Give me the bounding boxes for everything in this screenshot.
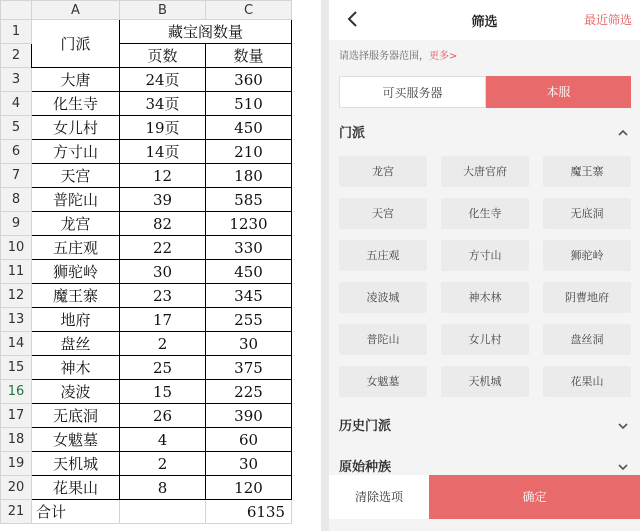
header-cell-pages[interactable]: 页数 <box>120 44 206 68</box>
quantity-cell[interactable]: 210 <box>206 140 292 164</box>
table-row <box>1 260 292 284</box>
table-row <box>1 212 292 236</box>
sect-option-chip[interactable]: 化生寺 <box>441 198 529 229</box>
section-history-header[interactable] <box>339 415 630 441</box>
chevron-up-icon <box>616 126 630 140</box>
pages-cell[interactable]: 23 <box>120 284 206 308</box>
quantity-cell[interactable]: 60 <box>206 428 292 452</box>
row-number[interactable]: 2 <box>1 44 32 68</box>
section-sect-label: 门派 <box>339 126 366 141</box>
sect-cell[interactable]: 天宫 <box>32 164 120 188</box>
table-row <box>1 92 292 116</box>
hint-text: 请选择服务器范围， <box>339 51 429 62</box>
row-number[interactable]: 19 <box>1 452 32 476</box>
quantity-cell[interactable]: 390 <box>206 404 292 428</box>
table-row <box>1 308 292 332</box>
header-cell-count-group[interactable]: 藏宝阁数量 <box>120 20 292 44</box>
pages-cell[interactable]: 8 <box>120 476 206 500</box>
quantity-cell[interactable]: 225 <box>206 380 292 404</box>
sect-option-chip[interactable]: 魔王寨 <box>543 156 631 187</box>
quantity-cell[interactable]: 345 <box>206 284 292 308</box>
table-row <box>1 428 292 452</box>
pages-cell[interactable]: 19页 <box>120 116 206 140</box>
table-row <box>1 404 292 428</box>
quantity-cell[interactable]: 30 <box>206 332 292 356</box>
sect-cell[interactable]: 无底洞 <box>32 404 120 428</box>
table-row <box>1 236 292 260</box>
row-number[interactable]: 18 <box>1 428 32 452</box>
row-number[interactable]: 1 <box>1 20 32 44</box>
pages-cell[interactable]: 14页 <box>120 140 206 164</box>
quantity-cell[interactable]: 330 <box>206 236 292 260</box>
column-header[interactable]: B <box>120 1 206 20</box>
column-header[interactable]: A <box>32 1 120 20</box>
sect-cell[interactable]: 盘丝 <box>32 332 120 356</box>
sect-option-chip[interactable]: 女魃墓 <box>339 366 427 397</box>
total-sum-cell[interactable]: 6135 <box>206 500 292 524</box>
row-number[interactable]: 4 <box>1 92 32 116</box>
quantity-cell[interactable]: 375 <box>206 356 292 380</box>
section-sect-header[interactable] <box>339 122 630 148</box>
server-toggle <box>339 76 631 108</box>
quantity-cell[interactable]: 180 <box>206 164 292 188</box>
pages-cell[interactable]: 17 <box>120 308 206 332</box>
sect-cell[interactable]: 方寸山 <box>32 140 120 164</box>
sect-cell[interactable]: 地府 <box>32 308 120 332</box>
quantity-cell[interactable]: 510 <box>206 92 292 116</box>
table-row <box>1 452 292 476</box>
sect-option-chip[interactable]: 五庄观 <box>339 240 427 271</box>
table-row <box>1 356 292 380</box>
sect-cell[interactable]: 普陀山 <box>32 188 120 212</box>
pages-cell[interactable]: 82 <box>120 212 206 236</box>
confirm-button[interactable]: 确定 <box>429 475 640 519</box>
sect-cell[interactable]: 女魃墓 <box>32 428 120 452</box>
table-row <box>1 188 292 212</box>
table-row <box>1 20 292 44</box>
sect-cell[interactable]: 凌波 <box>32 380 120 404</box>
sect-cell[interactable]: 化生寺 <box>32 92 120 116</box>
sect-cell[interactable]: 花果山 <box>32 476 120 500</box>
sect-option-chip[interactable]: 女儿村 <box>441 324 529 355</box>
quantity-cell[interactable]: 360 <box>206 68 292 92</box>
table-row <box>1 380 292 404</box>
sect-cell[interactable]: 神木 <box>32 356 120 380</box>
row-number[interactable]: 17 <box>1 404 32 428</box>
row-number[interactable]: 11 <box>1 260 32 284</box>
sect-cell[interactable]: 五庄观 <box>32 236 120 260</box>
pages-cell[interactable]: 34页 <box>120 92 206 116</box>
section-race-label: 原始种族 <box>339 460 392 475</box>
pages-cell[interactable]: 39 <box>120 188 206 212</box>
filter-panel <box>321 0 640 531</box>
this-server-option[interactable]: 本服 <box>486 76 631 108</box>
row-number[interactable]: 7 <box>1 164 32 188</box>
row-number[interactable]: 12 <box>1 284 32 308</box>
pages-cell[interactable]: 2 <box>120 332 206 356</box>
clear-options-button[interactable]: 清除选项 <box>329 475 429 519</box>
server-range-hint <box>329 40 640 74</box>
table-row <box>1 476 292 500</box>
sect-cell[interactable]: 女儿村 <box>32 116 120 140</box>
pages-cell[interactable]: 30 <box>120 260 206 284</box>
column-header-row <box>1 1 292 20</box>
sect-option-chip[interactable]: 盘丝洞 <box>543 324 631 355</box>
sect-option-chip[interactable]: 狮驼岭 <box>543 240 631 271</box>
chevron-down-icon <box>616 460 630 474</box>
sheet-corner[interactable] <box>1 1 32 20</box>
recent-filters-link[interactable]: 最近筛选 <box>583 13 632 27</box>
table-row <box>1 140 292 164</box>
empty-cell[interactable] <box>120 500 206 524</box>
sect-option-chip[interactable]: 无底洞 <box>543 198 631 229</box>
chevron-down-icon <box>616 419 630 433</box>
sect-option-chip[interactable]: 花果山 <box>543 366 631 397</box>
table-row <box>1 116 292 140</box>
page-title: 筛选 <box>471 15 498 30</box>
section-history-label: 历史门派 <box>339 419 392 434</box>
row-number[interactable]: 6 <box>1 140 32 164</box>
sect-option-chip[interactable]: 普陀山 <box>339 324 427 355</box>
sect-option-chip[interactable]: 天宫 <box>339 198 427 229</box>
pages-cell[interactable]: 22 <box>120 236 206 260</box>
column-header[interactable]: C <box>206 1 292 20</box>
row-number[interactable]: 21 <box>1 500 32 524</box>
quantity-cell[interactable]: 120 <box>206 476 292 500</box>
pages-cell[interactable]: 12 <box>120 164 206 188</box>
bottom-bar <box>329 475 640 519</box>
row-number[interactable]: 8 <box>1 188 32 212</box>
quantity-cell[interactable]: 450 <box>206 260 292 284</box>
quantity-cell[interactable]: 1230 <box>206 212 292 236</box>
pages-cell[interactable]: 15 <box>120 380 206 404</box>
sect-option-chip[interactable]: 龙宫 <box>339 156 427 187</box>
quantity-cell[interactable]: 585 <box>206 188 292 212</box>
row-number[interactable]: 20 <box>1 476 32 500</box>
sect-cell[interactable]: 天机城 <box>32 452 120 476</box>
row-number[interactable]: 16 <box>1 380 32 404</box>
table-row <box>1 284 292 308</box>
header-cell-quantity[interactable]: 数量 <box>206 44 292 68</box>
row-number[interactable]: 5 <box>1 116 32 140</box>
quantity-cell[interactable]: 450 <box>206 116 292 140</box>
pages-cell[interactable]: 4 <box>120 428 206 452</box>
top-bar <box>329 0 640 40</box>
row-number[interactable]: 9 <box>1 212 32 236</box>
pages-cell[interactable]: 26 <box>120 404 206 428</box>
buyable-servers-option[interactable]: 可买服务器 <box>339 76 486 108</box>
sect-option-chip[interactable]: 凌波城 <box>339 282 427 313</box>
row-number[interactable]: 13 <box>1 308 32 332</box>
total-row <box>1 500 292 524</box>
quantity-cell[interactable]: 30 <box>206 452 292 476</box>
row-number[interactable]: 15 <box>1 356 32 380</box>
sect-cell[interactable]: 龙宫 <box>32 212 120 236</box>
table-row <box>1 332 292 356</box>
pages-cell[interactable]: 25 <box>120 356 206 380</box>
sect-option-chip[interactable]: 阴曹地府 <box>543 282 631 313</box>
row-number[interactable]: 10 <box>1 236 32 260</box>
sheet-table <box>0 0 292 524</box>
sect-option-chip[interactable]: 天机城 <box>441 366 529 397</box>
quantity-cell[interactable]: 255 <box>206 308 292 332</box>
row-number[interactable]: 14 <box>1 332 32 356</box>
sect-option-chip[interactable]: 大唐官府 <box>441 156 529 187</box>
sect-option-chip[interactable]: 方寸山 <box>441 240 529 271</box>
pages-cell[interactable]: 2 <box>120 452 206 476</box>
sect-option-chip[interactable]: 神木林 <box>441 282 529 313</box>
table-row <box>1 68 292 92</box>
row-number[interactable]: 3 <box>1 68 32 92</box>
more-link[interactable]: 更多> <box>429 51 458 62</box>
sect-cell[interactable]: 魔王寨 <box>32 284 120 308</box>
table-row <box>1 164 292 188</box>
pages-cell[interactable]: 24页 <box>120 68 206 92</box>
sect-options-grid <box>339 156 631 397</box>
sect-cell[interactable]: 狮驼岭 <box>32 260 120 284</box>
sect-cell[interactable]: 大唐 <box>32 68 120 92</box>
header-cell-sect[interactable]: 门派 <box>32 20 120 68</box>
total-label-cell[interactable]: 合计 <box>32 500 120 524</box>
